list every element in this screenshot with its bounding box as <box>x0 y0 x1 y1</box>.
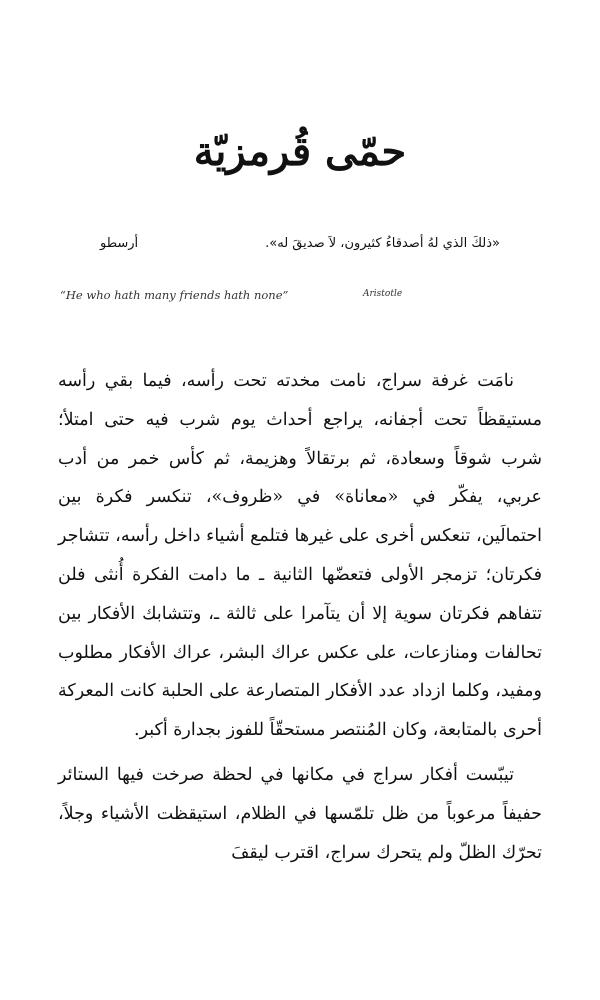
arabic-epigraph <box>100 236 500 260</box>
english-epigraph-quote: “He who hath many friends hath none” <box>60 288 289 302</box>
english-epigraph <box>60 288 480 308</box>
arabic-epigraph-quote: «ذلكَ الذي لهُ أصدقاءُ كثيرون، لاَ صديقَ له». <box>265 236 500 251</box>
arabic-epigraph-author: أرسطو <box>100 236 139 251</box>
body-paragraph-2: تيبّست أفكار سراج في مكانها في لحظة صرخت فيها الستائر حفيفاً مرعوباً من ظل تلمّسها في الظلام، استيقظت الأشياء وجلاً، تحرّك الظلّ ولم يتحرك سراج، اقترب ليقفَ <box>58 764 542 863</box>
chapter-title: حمّى قُرمزيّة <box>193 128 407 175</box>
chapter-body <box>58 362 542 872</box>
body-paragraph-1: نامَت غرفة سراج، نامت مخدته تحت رأسه، فيما بقي رأسه مستيقظاً تحت أجفانه، يراجع أحداث يوم شرب فيه حتى امتلأ؛ شرب شوقاً وسعادة، ثم برتقالاً وهزيمة، ثم كأس خمر من أدب عربي، يفكّر في «معاناة» في «ظروف»، تنكسر فكرة بين احتمالَين، تنعكس أخرى على غيرها فتلمع أشياء داخل رأسه، تتشاجر فكرتان؛ تزمجر الأولى فتعضّها الثانية ـ ما دامت الفكرة أُنثى فلن تتفاهم فكرتان سوية إلا أن يتآمرا على ثالثة ـ، وتتشابك الأفكار بين تحالفات ومنازعات، على عكس عراك البشر، عراك الأفكار مطلوب ومفيد، وكلما ازداد عدد الأفكار المتصارعة على الحلبة كانت المعركة أحرى بالمتابعة، وكان المُنتصر مستحقّاً للفوز بجدارة أكبر. <box>58 371 542 741</box>
english-epigraph-author: Aristotle <box>363 289 403 299</box>
